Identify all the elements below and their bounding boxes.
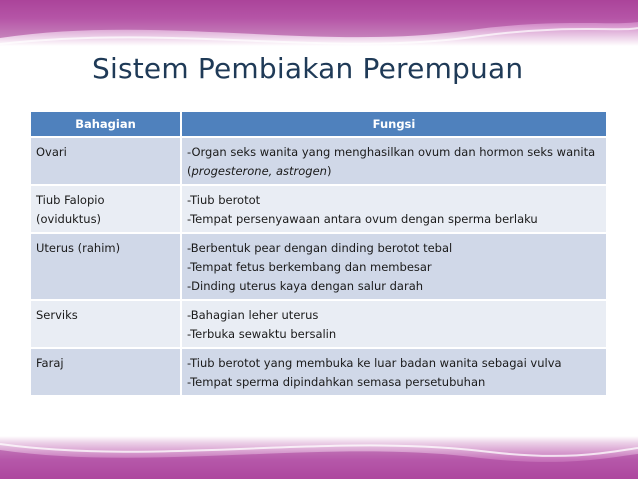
- slide-title: Sistem Pembiakan Perempuan: [92, 52, 524, 85]
- function-line: -Tempat sperma dipindahkan semasa persetubuhan: [187, 375, 486, 389]
- part-label: Ovari: [36, 145, 67, 159]
- column-header-function: Fungsi: [181, 112, 606, 137]
- function-line: -Tempat persenyawaan antara ovum dengan sperma berlaku: [187, 212, 538, 226]
- function-text-main: -Organ seks wanita yang menghasilkan ovum dan hormon seks wanita (: [187, 145, 596, 178]
- bottom-wave-decoration: [0, 420, 638, 479]
- part-label: Serviks: [36, 308, 78, 322]
- function-text: [187, 145, 595, 178]
- function-text-italic: progesterone, astrogen: [191, 164, 327, 178]
- part-label: Faraj: [36, 356, 64, 370]
- function-cell: [181, 185, 606, 233]
- function-table: [31, 112, 606, 395]
- top-wave-decoration: [0, 0, 638, 60]
- function-cell: [181, 348, 606, 395]
- part-label: Tiub Falopio: [36, 193, 105, 207]
- table-row: [31, 233, 606, 300]
- function-line: -Tiub berotot: [187, 193, 261, 207]
- part-label: (oviduktus): [36, 212, 102, 226]
- table-row: [31, 300, 606, 348]
- table-row: [31, 185, 606, 233]
- column-header-part: Bahagian: [31, 112, 181, 137]
- table-row: [31, 348, 606, 395]
- part-label: Uterus (rahim): [36, 241, 121, 255]
- table-header-row: [31, 112, 606, 137]
- part-cell: [31, 233, 181, 300]
- function-line: -Berbentuk pear dengan dinding berotot tebal: [187, 241, 453, 255]
- function-line: -Tiub berotot yang membuka ke luar badan wanita sebagai vulva: [187, 356, 562, 370]
- function-cell: [181, 300, 606, 348]
- table-row: [31, 137, 606, 185]
- part-cell: [31, 137, 181, 185]
- function-line: -Dinding uterus kaya dengan salur darah: [187, 279, 424, 293]
- part-cell: [31, 348, 181, 395]
- part-cell: [31, 300, 181, 348]
- function-cell: [181, 233, 606, 300]
- function-line: -Terbuka sewaktu bersalin: [187, 327, 337, 341]
- part-cell: [31, 185, 181, 233]
- function-line: -Tempat fetus berkembang dan membesar: [187, 260, 432, 274]
- function-cell: [181, 137, 606, 185]
- function-text-end: ): [326, 164, 332, 178]
- function-line: -Bahagian leher uterus: [187, 308, 319, 322]
